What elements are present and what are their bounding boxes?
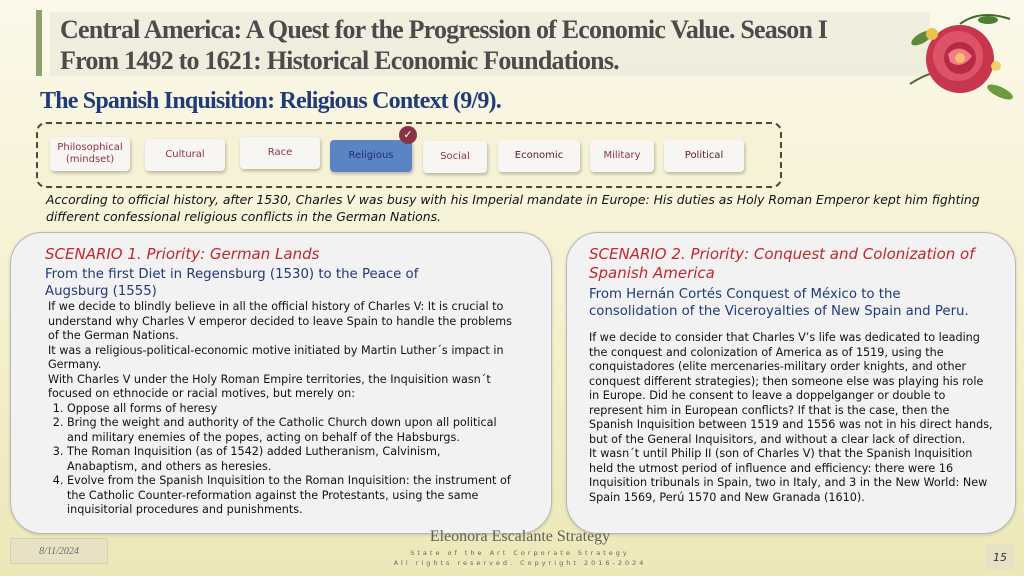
tab-military[interactable]: Military <box>590 140 654 172</box>
page-number: 15 <box>986 544 1014 570</box>
scenario-2-title: SCENARIO 2. Priority: Conquest and Colonization of Spanish America <box>589 245 975 282</box>
scenario-2-paragraph: If we decide to consider that Charles V’s life was dedicated to leading the conquest and colonization of America as of 1519, using the conquistadores (elite mercenaries-military order knights, and other conquest different strategies); then someone else was playing his role in Europe. Did he consent to leave a doppelganger or double to represent him in European conflicts? If that is the case, then the Spanish Inquisition between 1519 and 1556 was not in his direct hands, but of the General Inquisitors, and without a clear lack of direction. <box>589 331 993 446</box>
title-line-2: From 1492 to 1621: Historical Economic Foundations. <box>60 46 619 75</box>
tab-philosophical[interactable]: Philosophical (mindset) <box>50 137 130 171</box>
tab-social[interactable]: Social <box>423 141 487 173</box>
list-item: 1. Oppose all forms of heresy <box>67 402 514 417</box>
list-item: 3. The Roman Inquisition (as of 1542) added Lutheranism, Calvinism, Anabaptism, and others as heresies. <box>67 445 514 474</box>
scenario-1-list <box>48 402 514 518</box>
tab-race[interactable]: Race <box>240 137 320 169</box>
list-item: 4. Evolve from the Spanish Inquisition to the Roman Inquisition: the instrument of the Catholic Counter-reformation against the Protestants, using the same inquisitorial procedures and punishments. <box>67 474 514 518</box>
tab-cultural[interactable]: Cultural <box>145 139 225 171</box>
scenario-2-paragraph: It wasn´t until Philip II (son of Charles V) that the Spanish Inquisition held the utmost period of influence and efficiency: there were 16 Inquisition tribunals in Spain, two in Italy, and 3 in the New World: New Spain 1569, Perú 1570 and New Granada (1610). <box>589 447 988 504</box>
check-circle-icon: ✓ <box>399 126 417 144</box>
footer-date: 8/11/2024 <box>10 538 108 564</box>
slide-title <box>60 14 930 76</box>
title-accent-bar <box>36 10 42 76</box>
rose-flower-icon <box>900 4 1020 114</box>
footer-brand: Eleonora Escalante Strategy <box>429 528 611 545</box>
scenario-1-paragraph: With Charles V under the Holy Roman Empire territories, the Inquisition wasn´t focused on ethnocide or racial motives, but merely on: <box>48 372 491 400</box>
list-item: 2. Bring the weight and authority of the Catholic Church down upon all political and military enemies of the popes, acting on behalf of the Habsburgs. <box>67 416 514 445</box>
slide-subtitle: The Spanish Inquisition: Religious Context (9/9). <box>40 88 501 114</box>
scenario-2-body <box>589 331 993 505</box>
footer-brand-tagline <box>320 548 720 568</box>
scenario-2-subtitle: From Hernán Cortés Conquest of México to the consolidation of the Viceroyalties of New Spain and Peru. <box>589 287 969 319</box>
scenario-1-card <box>10 232 552 534</box>
scenario-1-body <box>48 300 514 518</box>
scenario-2-card <box>566 232 1016 534</box>
scenario-1-subtitle: From the first Diet in Regensburg (1530) to the Peace of Augsburg (1555) <box>45 267 419 299</box>
tab-religious[interactable]: Religious <box>330 140 412 172</box>
brand-tagline-line-1: State of the Art Corporate Strategy <box>410 549 630 557</box>
scenario-1-title: SCENARIO 1. Priority: German Lands <box>45 245 320 263</box>
title-line-1: Central America: A Quest for the Progression of Economic Value. Season I <box>60 15 828 44</box>
tab-economic[interactable]: Economic <box>498 140 580 172</box>
brand-tagline-line-2: All rights reserved. Copyright 2016-2024 <box>393 559 647 567</box>
scenario-1-paragraph: It was a religious-political-economic motive initiated by Martin Luther´s impact in Germany. <box>48 343 504 371</box>
intro-text: According to official history, after 1530, Charles V was busy with his Imperial mandate in Europe: His duties as Holy Roman Emperor kept him fighting different confessional religious conflicts in the German Nations. <box>46 192 980 224</box>
tab-political[interactable]: Political <box>664 140 744 172</box>
scenario-1-paragraph: If we decide to blindly believe in all the official history of Charles V: It is crucial to understand why Charles V emperor decided to leave Spain to handle the problems of the German Nations. <box>48 300 512 342</box>
